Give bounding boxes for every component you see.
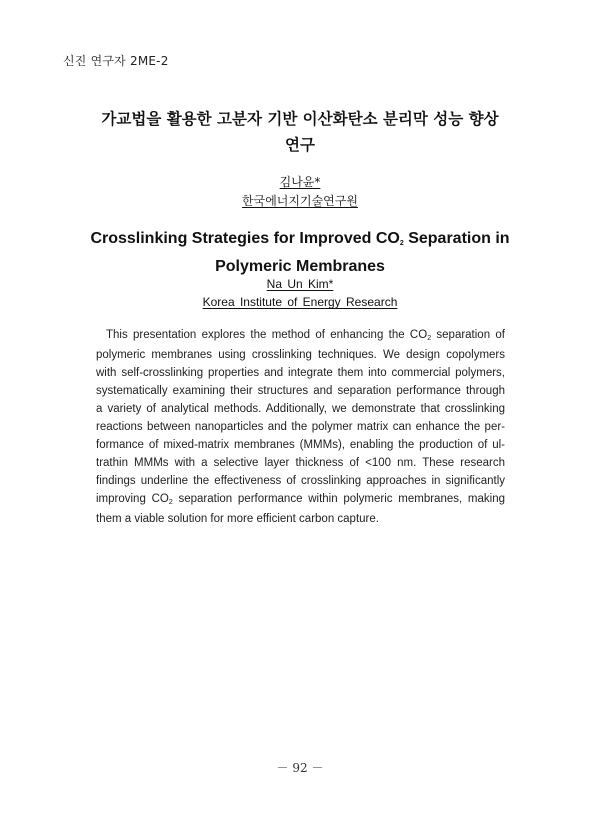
english-title-line1: Crosslinking Strategies for Improved $CO_2$ Separation in — [90, 230, 510, 247]
abstract-line: findings underline the effectiveness of crosslinking approaches in significantly — [96, 475, 505, 487]
abstract-body — [96, 326, 505, 528]
abstract-line: trathin MMMs with a selective layer thickness of <100 nm. These research — [96, 457, 505, 469]
korean-author-name: 김나윤* — [279, 175, 321, 189]
english-title — [70, 226, 530, 279]
korean-title-line2: 연구 — [285, 136, 315, 154]
korean-affiliation — [0, 193, 600, 210]
korean-author — [0, 174, 600, 191]
abstract-line: This presentation explores the method of enhancing the $CO_2$ separation of — [106, 329, 506, 342]
english-title-line2: Polymeric Membranes — [215, 258, 385, 275]
korean-title — [60, 106, 540, 158]
english-affiliation — [0, 294, 600, 310]
english-affiliation-name: Korea Institute of Energy Research — [202, 295, 398, 309]
korean-affiliation-name: 한국에너지기술연구원 — [242, 194, 358, 208]
abstract-line: them a viable solution for more efficient carbon capture. — [96, 513, 379, 525]
abstract-line: a variety of analytical methods. Additionally, we demonstrate that crosslinking — [96, 403, 505, 415]
abstract-line: formance of mixed-matrix membranes (MMMs), enabling the production of ul- — [96, 439, 505, 451]
page-number: － 92 － — [276, 761, 324, 775]
abstract-line: improving $CO_2$ separation performance within polymeric membranes, making — [96, 493, 505, 506]
abstract-line: systematically examining their structures and separation performance through — [96, 385, 505, 397]
korean-title-line1: 가교법을 활용한 고분자 기반 이산화탄소 분리막 성능 향상 — [101, 110, 499, 128]
english-author-name: Na Un Kim* — [266, 277, 334, 291]
session-tag: 신진 연구자 2ME-2 — [63, 54, 169, 68]
english-author — [0, 276, 600, 292]
abstract-line: with self-crosslinking properties and integrate them into commercial polymers, — [96, 367, 505, 379]
abstract-line: reactions between nanoparticles and the polymer matrix can enhance the per- — [96, 421, 505, 433]
abstract-line: polymeric membranes using crosslinking techniques. We design copolymers — [96, 349, 505, 361]
